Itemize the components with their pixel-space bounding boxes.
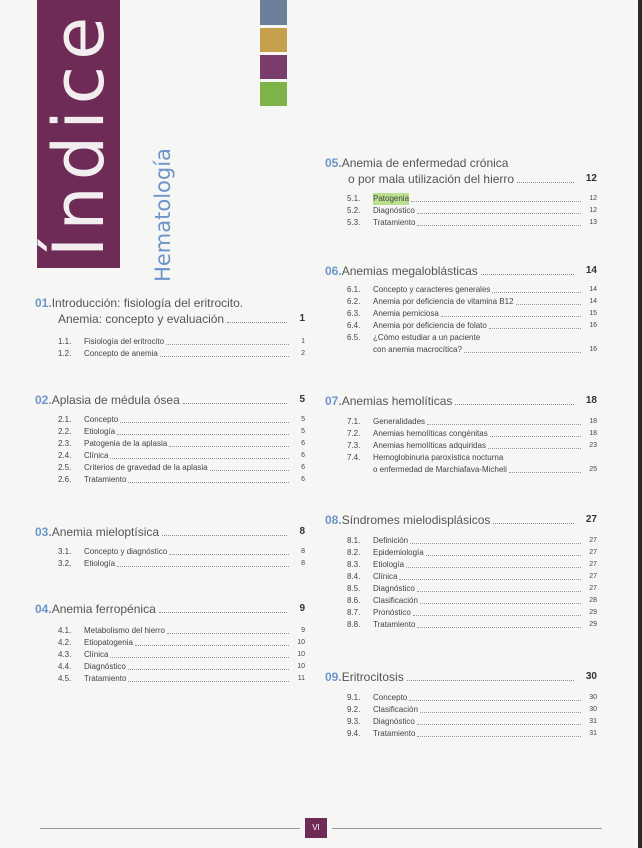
footer-rule-left <box>40 828 300 829</box>
entry-page: 27 <box>589 585 597 592</box>
toc-entry[interactable] <box>58 438 305 450</box>
chapter-title: Anemias megaloblásticas <box>341 264 478 278</box>
toc-entry-continuation <box>347 344 597 356</box>
toc-entry[interactable] <box>347 716 597 728</box>
entry-page: 27 <box>589 537 597 544</box>
toc-entry[interactable] <box>347 728 597 740</box>
entry-number: 8.5. <box>347 584 361 593</box>
entry-page: 29 <box>589 621 597 628</box>
toc-entry[interactable] <box>58 450 305 462</box>
chapter-page: 18 <box>585 395 597 406</box>
toc-entry[interactable] <box>347 559 597 571</box>
chapter-heading <box>325 669 597 685</box>
leader-dots <box>413 615 581 616</box>
entry-number: 9.1. <box>347 693 361 702</box>
entry-label: Etiología <box>84 559 116 568</box>
chapter-page: 5 <box>299 394 305 405</box>
entry-label: Clínica <box>84 451 109 460</box>
leader-dots <box>492 292 581 293</box>
leader-dots <box>409 700 581 701</box>
leader-dots <box>128 669 289 670</box>
entry-number: 9.3. <box>347 717 361 726</box>
toc-entry[interactable] <box>58 673 305 685</box>
entry-page: 14 <box>589 286 597 293</box>
subsection-list <box>58 546 305 570</box>
chapter-heading <box>35 601 305 617</box>
leader-dots <box>417 225 581 226</box>
toc-entry[interactable] <box>347 571 597 583</box>
entry-number: 5.2. <box>347 206 361 215</box>
entry-page: 25 <box>589 466 597 473</box>
entry-label: Concepto <box>84 415 119 424</box>
chapter-number: 03. <box>35 525 52 539</box>
leader-dots <box>167 633 289 634</box>
entry-page: 31 <box>589 730 597 737</box>
leader-dots <box>417 724 581 725</box>
entry-page: 10 <box>297 639 305 646</box>
toc-entry[interactable] <box>58 336 305 348</box>
entry-number: 8.7. <box>347 608 361 617</box>
chapter-title: Introducción: fisiología del eritrocito. <box>51 296 244 310</box>
entry-number: 4.1. <box>58 626 72 635</box>
toc-entry[interactable] <box>347 332 597 344</box>
toc-entry-continuation <box>347 464 597 476</box>
chapter-number: 01. <box>35 296 52 310</box>
toc-entry[interactable] <box>58 474 305 486</box>
entry-label: Definición <box>373 536 409 545</box>
entry-label: Concepto de anemia <box>84 349 158 358</box>
chapter-page: 14 <box>585 265 597 276</box>
leader-dots <box>420 603 581 604</box>
entry-label: Etiopatogenia <box>84 638 133 647</box>
subsection-list <box>347 692 597 740</box>
leader-dots <box>417 627 581 628</box>
entry-page: 6 <box>301 440 305 447</box>
entry-label: Etiología <box>373 560 405 569</box>
entry-page: 30 <box>589 694 597 701</box>
chapter-page: 30 <box>585 671 597 682</box>
chapter-number: 02. <box>35 393 52 407</box>
entry-number: 4.4. <box>58 662 72 671</box>
leader-dots <box>488 448 581 449</box>
toc-entry[interactable] <box>347 193 597 205</box>
toc-entry[interactable] <box>347 583 597 595</box>
entry-number: 3.1. <box>58 547 72 556</box>
chapter-page: 12 <box>585 173 597 184</box>
subsection-list <box>347 193 597 229</box>
entry-label: Metabolismo del hierro <box>84 626 165 635</box>
chapter-title-line <box>325 512 597 528</box>
leader-dots <box>427 424 581 425</box>
toc-entry[interactable] <box>58 414 305 426</box>
entry-label: Anemias hemolíticas congénitas <box>373 429 488 438</box>
entry-number: 2.1. <box>58 415 72 424</box>
color-swatch-1 <box>260 0 287 25</box>
toc-entry[interactable] <box>58 558 305 570</box>
chapter-heading <box>35 295 305 327</box>
entry-page: 18 <box>589 418 597 425</box>
leader-dots <box>410 543 581 544</box>
leader-dots <box>169 554 289 555</box>
toc-entry[interactable] <box>347 296 597 308</box>
chapter-title: Eritrocitosis <box>341 670 404 684</box>
entry-label-continued: con anemia macrocítica? <box>373 345 462 354</box>
entry-number: 1.1. <box>58 337 72 346</box>
toc-entry[interactable] <box>58 462 305 474</box>
toc-entry[interactable] <box>347 535 597 547</box>
subsection-list <box>58 625 305 685</box>
entry-page: 10 <box>297 663 305 670</box>
chapter-heading <box>325 393 597 409</box>
entry-number: 6.4. <box>347 321 361 330</box>
subsection-list <box>58 336 305 360</box>
entry-label: Clasificación <box>373 705 418 714</box>
entry-page: 16 <box>589 322 597 329</box>
leader-dots <box>417 591 581 592</box>
footer-rule-right <box>332 828 602 829</box>
toc-entry[interactable] <box>58 426 305 438</box>
toc-entry[interactable] <box>347 452 597 464</box>
entry-number: 2.5. <box>58 463 72 472</box>
entry-number: 8.1. <box>347 536 361 545</box>
entry-page: 8 <box>301 560 305 567</box>
entry-number: 2.6. <box>58 475 72 484</box>
leader-dots <box>227 322 287 323</box>
chapter-title: Aplasia de médula ósea <box>51 393 180 407</box>
chapter-heading <box>325 155 597 187</box>
chapter-page: 1 <box>299 313 305 324</box>
subsection-list <box>347 535 597 631</box>
chapter-title: Anemias hemolíticas <box>341 394 453 408</box>
entry-number: 8.4. <box>347 572 361 581</box>
entry-label: Patogenia de la aplasia <box>84 439 168 448</box>
entry-number: 6.5. <box>347 333 361 342</box>
subsection-list <box>347 416 597 476</box>
entry-number: 5.3. <box>347 218 361 227</box>
entry-number: 8.2. <box>347 548 361 557</box>
toc-entry[interactable] <box>347 607 597 619</box>
entry-label: Generalidades <box>373 417 426 426</box>
entry-label: Concepto y caracteres generales <box>373 285 491 294</box>
entry-page: 31 <box>589 718 597 725</box>
entry-page: 14 <box>589 298 597 305</box>
chapter-title: Anemia: concepto y evaluación <box>58 312 225 326</box>
entry-label: Anemia por deficiencia de folato <box>373 321 487 330</box>
chapter-title: Anemia ferropénica <box>51 602 156 616</box>
leader-dots <box>110 657 289 658</box>
entry-label: Diagnóstico <box>373 717 415 726</box>
chapter-title: Anemia de enfermedad crónica <box>341 156 509 170</box>
leader-dots <box>490 436 581 437</box>
leader-dots <box>417 736 581 737</box>
entry-page: 23 <box>589 442 597 449</box>
entry-page: 29 <box>589 609 597 616</box>
entry-label: Tratamiento <box>84 674 127 683</box>
entry-label-continued: o enfermedad de Marchiafava-Micheli <box>373 465 507 474</box>
entry-number: 8.8. <box>347 620 361 629</box>
chapter-title-line <box>325 155 597 171</box>
toc-entry[interactable] <box>347 416 597 428</box>
chapter-title-line <box>325 669 597 685</box>
section-subtitle: Hematología <box>151 148 175 282</box>
entry-number: 6.1. <box>347 285 361 294</box>
entry-label: Criterios de gravedad de la aplasia <box>84 463 208 472</box>
entry-page: 27 <box>589 573 597 580</box>
toc-entry[interactable] <box>58 661 305 673</box>
entry-page: 10 <box>297 651 305 658</box>
entry-number: 7.4. <box>347 453 361 462</box>
toc-entry[interactable] <box>347 692 597 704</box>
entry-label: Epidemiología <box>373 548 424 557</box>
leader-dots <box>516 304 581 305</box>
leader-dots <box>210 470 289 471</box>
entry-label: Etiología <box>84 427 116 436</box>
entry-label: Diagnóstico <box>84 662 126 671</box>
entry-number: 9.2. <box>347 705 361 714</box>
entry-label: Hemoglobinuria paroxística nocturna <box>373 453 504 462</box>
chapter-title-line <box>35 601 305 617</box>
chapter-page: 27 <box>585 514 597 525</box>
toc-entry[interactable] <box>58 625 305 637</box>
entry-page: 8 <box>301 548 305 555</box>
entry-page: 13 <box>589 219 597 226</box>
leader-dots <box>489 328 581 329</box>
entry-page: 28 <box>589 597 597 604</box>
entry-page: 27 <box>589 561 597 568</box>
toc-entry[interactable] <box>347 595 597 607</box>
page-number: VI <box>305 818 327 838</box>
leader-dots <box>455 404 573 405</box>
leader-dots <box>426 555 581 556</box>
toc-entry[interactable] <box>347 205 597 217</box>
entry-number: 5.1. <box>347 194 361 203</box>
toc-entry[interactable] <box>58 637 305 649</box>
entry-page: 15 <box>589 310 597 317</box>
entry-number: 3.2. <box>58 559 72 568</box>
entry-page: 6 <box>301 452 305 459</box>
toc-entry[interactable] <box>58 546 305 558</box>
entry-page: 18 <box>589 430 597 437</box>
subsection-list <box>347 284 597 356</box>
entry-label: Tratamiento <box>373 620 416 629</box>
entry-page: 5 <box>301 416 305 423</box>
subsection-list <box>58 414 305 486</box>
entry-label: Clasificación <box>373 596 418 605</box>
leader-dots <box>166 344 289 345</box>
leader-dots <box>169 446 289 447</box>
entry-number: 2.2. <box>58 427 72 436</box>
toc-entry[interactable] <box>347 284 597 296</box>
leader-dots <box>411 201 581 202</box>
leader-dots <box>117 434 289 435</box>
chapter-heading <box>325 263 597 279</box>
toc-entry[interactable] <box>58 348 305 360</box>
entry-number: 2.3. <box>58 439 72 448</box>
chapter-title: o por mala utilización del hierro <box>348 172 515 186</box>
chapter-page: 8 <box>299 526 305 537</box>
leader-dots <box>417 213 581 214</box>
entry-number: 8.3. <box>347 560 361 569</box>
toc-entry[interactable] <box>347 547 597 559</box>
entry-number: 4.5. <box>58 674 72 683</box>
toc-entry[interactable] <box>347 308 597 320</box>
entry-number: 7.3. <box>347 441 361 450</box>
entry-number: 6.2. <box>347 297 361 306</box>
chapter-number: 08. <box>325 513 342 527</box>
chapter-heading <box>35 392 305 408</box>
toc-entry[interactable] <box>347 217 597 229</box>
entry-page: 2 <box>301 350 305 357</box>
toc-entry[interactable] <box>347 619 597 631</box>
entry-label: Anemia perniciosa <box>373 309 439 318</box>
color-swatch-4 <box>260 82 287 106</box>
chapter-title-line <box>35 295 305 311</box>
toc-entry[interactable] <box>347 704 597 716</box>
entry-page: 12 <box>589 207 597 214</box>
entry-label: Tratamiento <box>373 218 416 227</box>
entry-label: Diagnóstico <box>373 584 415 593</box>
entry-label: Anemias hemolíticas adquiridas <box>373 441 486 450</box>
leader-dots <box>407 680 574 681</box>
leader-dots <box>493 523 573 524</box>
entry-number: 2.4. <box>58 451 72 460</box>
toc-entry[interactable] <box>347 440 597 452</box>
entry-label: Fisiología del eritrocito <box>84 337 165 346</box>
chapter-number: 07. <box>325 394 342 408</box>
page-title: Índice <box>38 10 120 258</box>
entry-number: 4.2. <box>58 638 72 647</box>
entry-page: 1 <box>301 338 305 345</box>
chapter-title-line <box>325 171 597 187</box>
leader-dots <box>441 316 581 317</box>
leader-dots <box>128 482 289 483</box>
entry-label: Patogenia <box>373 194 410 203</box>
chapter-number: 06. <box>325 264 342 278</box>
leader-dots <box>464 352 581 353</box>
chapter-title-line <box>325 263 597 279</box>
leader-dots <box>135 645 289 646</box>
color-swatch-3 <box>260 55 287 79</box>
entry-label: Tratamiento <box>373 729 416 738</box>
chapter-number: 04. <box>35 602 52 616</box>
entry-label: Anemia por deficiencia de vitamina B12 <box>373 297 514 306</box>
color-swatch-2 <box>260 28 287 52</box>
entry-label: Clínica <box>84 650 109 659</box>
page-edge <box>638 0 642 848</box>
leader-dots <box>128 681 289 682</box>
entry-label: Concepto y diagnóstico <box>84 547 168 556</box>
entry-number: 4.3. <box>58 650 72 659</box>
entry-label: Concepto <box>373 693 408 702</box>
chapter-title-line <box>325 393 597 409</box>
entry-number: 7.2. <box>347 429 361 438</box>
leader-dots <box>509 472 581 473</box>
leader-dots <box>120 422 289 423</box>
chapter-title-line <box>35 392 305 408</box>
entry-number: 7.1. <box>347 417 361 426</box>
leader-dots <box>517 182 574 183</box>
entry-label: Diagnóstico <box>373 206 415 215</box>
leader-dots <box>159 612 288 613</box>
leader-dots <box>110 458 289 459</box>
chapter-number: 05. <box>325 156 342 170</box>
entry-page: 30 <box>589 706 597 713</box>
chapter-page: 9 <box>299 603 305 614</box>
entry-page: 16 <box>589 346 597 353</box>
entry-label: Tratamiento <box>84 475 127 484</box>
entry-page: 9 <box>301 627 305 634</box>
entry-number: 9.4. <box>347 729 361 738</box>
entry-number: 6.3. <box>347 309 361 318</box>
toc-entry[interactable] <box>58 649 305 661</box>
entry-label: Pronóstico <box>373 608 411 617</box>
entry-page: 5 <box>301 428 305 435</box>
leader-dots <box>481 274 574 275</box>
chapter-title: Síndromes mielodisplásicos <box>341 513 491 527</box>
entry-number: 8.6. <box>347 596 361 605</box>
entry-page: 6 <box>301 476 305 483</box>
chapter-heading <box>35 524 305 540</box>
leader-dots <box>420 712 581 713</box>
entry-number: 1.2. <box>58 349 72 358</box>
entry-label: ¿Cómo estudiar a un paciente <box>373 333 481 342</box>
entry-page: 12 <box>589 195 597 202</box>
entry-page: 11 <box>297 675 305 682</box>
chapter-title: Anemia mieloptísica <box>51 525 160 539</box>
leader-dots <box>399 579 581 580</box>
chapter-title-line <box>35 524 305 540</box>
entry-label: Clínica <box>373 572 398 581</box>
chapter-title-line <box>35 311 305 327</box>
chapter-heading <box>325 512 597 528</box>
leader-dots <box>160 356 289 357</box>
entry-page: 27 <box>589 549 597 556</box>
toc-entry[interactable] <box>347 428 597 440</box>
chapter-number: 09. <box>325 670 342 684</box>
leader-dots <box>183 403 288 404</box>
toc-entry[interactable] <box>347 320 597 332</box>
leader-dots <box>406 567 581 568</box>
entry-page: 6 <box>301 464 305 471</box>
leader-dots <box>117 566 289 567</box>
leader-dots <box>162 535 287 536</box>
